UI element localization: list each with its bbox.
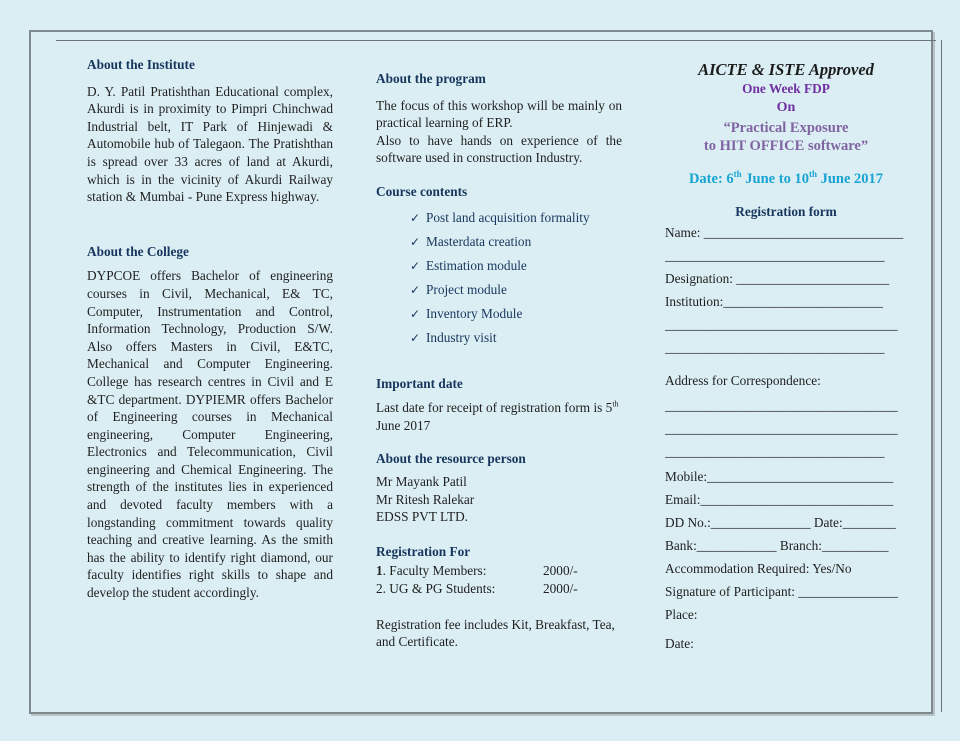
course-contents-list (376, 206, 622, 350)
fee-row (376, 562, 622, 580)
form-field-line: _________________________________ (665, 443, 885, 459)
about-program-heading: About the program (376, 71, 486, 86)
about-college-text: DYPCOE offers Bachelor of engineering courses in Civil, Mechanical, E& TC, Computer, Instrumentation and Control, Information Technology, Production S/W. Also offers Masters in Civil, E&TC, Mechanical and Computer Engineering. College has research centres in Civil and E &TC department. DYPIEMR offers Bachelor of Engineering courses in Mechanical engineering, Computer Engineering, Electronics and Telecommunication, Civil engineering and Chemical Engineering. The strength of the institutes lies in experienced and devoted faculty members with a longstanding commitment towards quality teaching and creative learning. As the smith has the ability to identify right diamond, our faculty identifies right skills to shape and develop the student accordingly. (87, 268, 333, 601)
form-field-line: _________________________________ (665, 339, 885, 355)
fee-note: Registration fee includes Kit, Breakfast, Tea, and Certificate. (376, 616, 615, 650)
date-sup: th (733, 169, 742, 180)
date-mid: June to 10 (741, 171, 809, 187)
important-date-sup: th (612, 399, 619, 409)
middle-column (376, 70, 622, 651)
course-item-label: Masterdata creation (426, 233, 532, 249)
form-field-dd: DD No.:_______________ Date:________ (665, 514, 896, 530)
program-title-line-2: to HIT OFFICE software” (703, 138, 869, 154)
date-suffix: June 2017 (816, 171, 884, 187)
important-date-heading: Important date (376, 375, 463, 391)
approval-title: AICTE & ISTE Approved (698, 60, 874, 79)
date-prefix: Date: 6 (688, 171, 734, 187)
program-date (665, 169, 907, 189)
form-field-bank: Bank:____________ Branch:__________ (665, 537, 889, 553)
right-column (665, 60, 907, 655)
program-title-line-1: “Practical Exposure (723, 120, 849, 136)
about-program-text-2: Also to have hands on experience of the software used in construction Industry. (376, 132, 622, 166)
registration-form-title: Registration form (735, 204, 837, 219)
course-item-label: Estimation module (426, 257, 527, 273)
registration-form (665, 221, 907, 655)
form-field-address: Address for Correspondence: (665, 372, 821, 388)
checkmark-icon: ✓ (410, 210, 421, 225)
about-institute-text: D. Y. Patil Pratishthan Educational complex, Akurdi is in proximity to Pimpri Chinchwad Industrial belt, IT Park of Hinjewadi & Automobile hub of Talegaon. The Pratishthan is spread over 33 acres of land at Akurdi, which is in the vicinity of Akurdi Railway station & Mumbai - Pune Express highway. (87, 83, 333, 205)
form-field-designation: Designation: _______________________ (665, 270, 890, 286)
date-sup: th (808, 169, 817, 180)
list-item (410, 302, 622, 326)
checkmark-icon: ✓ (410, 306, 421, 321)
form-field-name: Name: ______________________________ (665, 224, 904, 240)
form-field-email: Email:_____________________________ (665, 491, 894, 507)
about-institute-heading: About the Institute (87, 57, 195, 72)
form-field-institution: Institution:________________________ (665, 293, 883, 309)
resource-person-heading: About the resource person (376, 451, 526, 467)
checkmark-icon: ✓ (410, 234, 421, 249)
checkmark-icon: ✓ (410, 282, 421, 297)
list-item (410, 206, 622, 230)
course-item-label: Project module (426, 281, 507, 297)
fee-table (376, 562, 622, 597)
list-item (410, 230, 622, 254)
resource-person-name: Mr Ritesh Ralekar (376, 491, 475, 507)
important-date-text (376, 399, 622, 434)
form-field-line: _________________________________ (665, 247, 885, 263)
list-item (410, 326, 622, 350)
checkmark-icon: ✓ (410, 258, 421, 273)
fdp-label: One Week FDP (742, 81, 830, 96)
fee-label (376, 562, 543, 580)
form-field-accommodation: Accommodation Required: Yes/No (665, 560, 852, 576)
fee-label-text: . Faculty Members: (382, 563, 487, 579)
course-item-label: Post land acquisition formality (426, 209, 590, 225)
form-field-signature: Signature of Participant: _______________ (665, 583, 899, 599)
fee-label-text: 2. UG & PG Students: (376, 580, 496, 596)
course-item-label: Industry visit (426, 329, 497, 345)
course-contents-heading: Course contents (376, 183, 468, 199)
about-program-text-1: The focus of this workshop will be mainly on practical learning of ERP. (376, 97, 622, 131)
resource-company: EDSS PVT LTD. (376, 509, 468, 525)
important-date-text-b: June 2017 (376, 417, 431, 433)
right-rule (941, 40, 942, 712)
fee-number: 1 (376, 563, 383, 579)
checkmark-icon: ✓ (410, 330, 421, 345)
resource-person-name: Mr Mayank Patil (376, 473, 467, 489)
form-field-date: Date: (665, 635, 694, 651)
form-field-line: ___________________________________ (665, 420, 898, 436)
fee-amount: 2000/- (543, 563, 578, 579)
list-item (410, 254, 622, 278)
resource-person-list (376, 473, 622, 526)
fee-row (376, 580, 622, 598)
left-column (87, 56, 333, 602)
list-item (410, 278, 622, 302)
important-date-text-a: Last date for receipt of registration form is 5 (376, 400, 613, 416)
form-field-mobile: Mobile:____________________________ (665, 468, 894, 484)
top-rule (56, 40, 936, 41)
about-college-heading: About the College (87, 243, 189, 259)
course-item-label: Inventory Module (426, 305, 523, 321)
registration-heading: Registration For (376, 543, 471, 559)
form-field-place: Place: (665, 606, 698, 622)
form-field-line: ___________________________________ (665, 316, 898, 332)
on-label: On (776, 100, 796, 115)
fee-amount: 2000/- (543, 580, 578, 596)
form-field-line: ___________________________________ (665, 397, 898, 413)
